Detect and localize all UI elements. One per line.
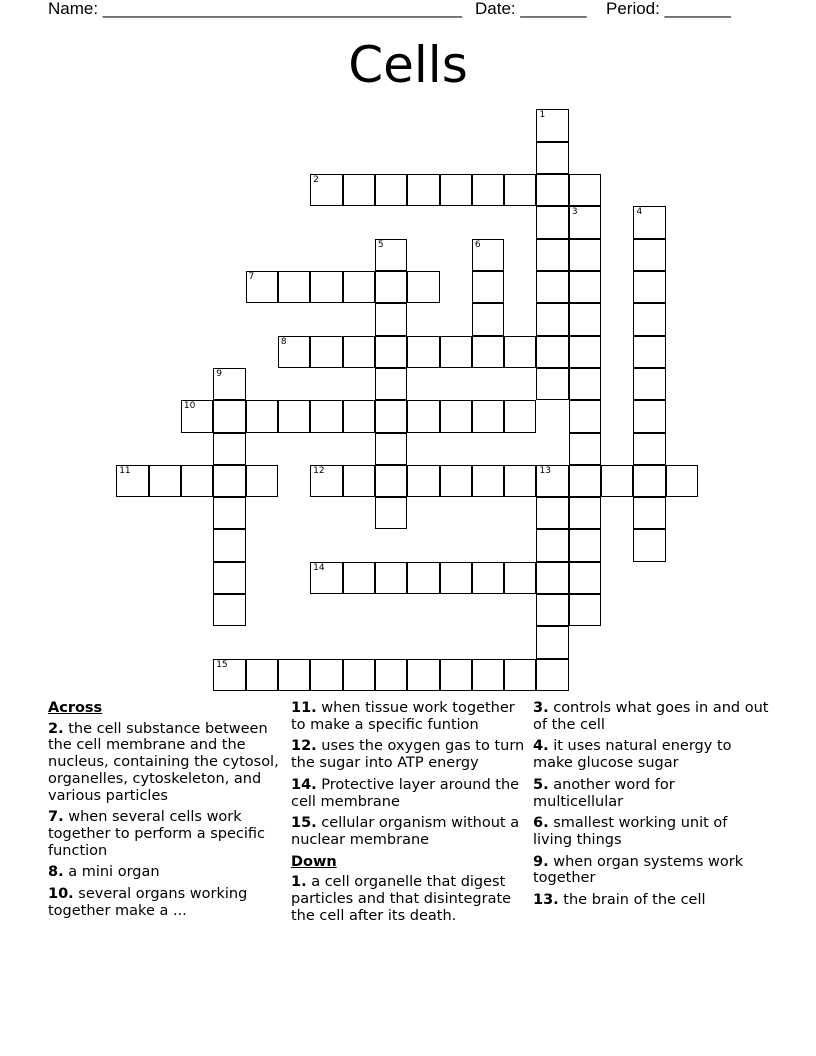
grid-cell[interactable] xyxy=(569,594,601,626)
grid-cell[interactable] xyxy=(213,368,245,400)
grid-cell[interactable] xyxy=(569,497,601,529)
clue-down-1: 1. a cell organelle that digest particles and that disintegrate the cell after its death. xyxy=(291,874,512,924)
grid-cell[interactable] xyxy=(407,400,439,432)
grid-cell[interactable] xyxy=(536,562,568,594)
clue-number: 11 xyxy=(119,465,131,476)
grid-cell[interactable] xyxy=(343,271,375,303)
grid-cell[interactable] xyxy=(407,271,439,303)
grid-cell[interactable] xyxy=(633,239,665,271)
grid-cell[interactable] xyxy=(440,659,472,691)
grid-cell[interactable] xyxy=(633,206,665,238)
grid-cell[interactable] xyxy=(407,659,439,691)
grid-cell[interactable] xyxy=(343,562,375,594)
grid-cell[interactable] xyxy=(440,400,472,432)
clue-number: 5 xyxy=(377,239,384,250)
clue-number: 15 xyxy=(216,659,228,670)
grid-cell[interactable] xyxy=(536,336,568,368)
grid-cell[interactable] xyxy=(246,400,278,432)
grid-cell[interactable] xyxy=(375,303,407,335)
grid-cell[interactable] xyxy=(472,659,504,691)
grid-cell[interactable] xyxy=(536,206,568,238)
grid-cell[interactable] xyxy=(633,465,665,497)
clue-down-13: 13. the brain of the cell xyxy=(533,892,706,909)
grid-cell[interactable] xyxy=(472,239,504,271)
grid-cell[interactable] xyxy=(536,594,568,626)
grid-cell[interactable] xyxy=(310,271,342,303)
grid-cell[interactable] xyxy=(536,465,568,497)
grid-cell[interactable] xyxy=(472,400,504,432)
grid-cell[interactable] xyxy=(343,400,375,432)
clue-number: 6 xyxy=(474,239,481,250)
grid-cell[interactable] xyxy=(472,271,504,303)
grid-cell[interactable] xyxy=(375,400,407,432)
grid-cell[interactable] xyxy=(375,239,407,271)
grid-cell[interactable] xyxy=(633,368,665,400)
grid-cell[interactable] xyxy=(472,174,504,206)
clue-across-8: 8. a mini organ xyxy=(48,864,160,881)
clue-number: 4 xyxy=(636,207,643,218)
clue-number: 10 xyxy=(183,401,196,412)
clue-across-10: 10. several organs working together make a ... xyxy=(48,886,248,919)
grid-cell[interactable] xyxy=(440,562,472,594)
grid-cell[interactable] xyxy=(278,400,310,432)
grid-cell[interactable] xyxy=(407,465,439,497)
grid-cell[interactable] xyxy=(472,303,504,335)
across-heading: Across xyxy=(48,700,103,716)
grid-cell[interactable] xyxy=(213,659,245,691)
grid-cell[interactable] xyxy=(375,336,407,368)
grid-cell[interactable] xyxy=(504,174,536,206)
grid-cell[interactable] xyxy=(310,465,342,497)
grid-cell[interactable] xyxy=(472,562,504,594)
clue-number: 3 xyxy=(571,207,578,218)
clues-column-3 xyxy=(533,700,769,914)
grid-cell[interactable] xyxy=(440,174,472,206)
grid-cell[interactable] xyxy=(569,368,601,400)
clue-across-7: 7. when several cells work together to perform a specific function xyxy=(48,809,265,859)
clue-number: 12 xyxy=(313,465,325,476)
grid-cell[interactable] xyxy=(569,303,601,335)
grid-cell[interactable] xyxy=(633,400,665,432)
grid-cell[interactable] xyxy=(536,109,568,141)
grid-cell[interactable] xyxy=(569,562,601,594)
grid-cell[interactable] xyxy=(278,336,310,368)
clues-column-2 xyxy=(291,700,527,929)
grid-cell[interactable] xyxy=(149,465,181,497)
grid-cell[interactable] xyxy=(278,659,310,691)
grid-cell[interactable] xyxy=(375,497,407,529)
grid-cell[interactable] xyxy=(407,336,439,368)
grid-cell[interactable] xyxy=(407,174,439,206)
grid-cell[interactable] xyxy=(569,239,601,271)
clue-down-3: 3. controls what goes in and out of the cell xyxy=(533,700,769,733)
grid-cell[interactable] xyxy=(343,659,375,691)
grid-cell[interactable] xyxy=(407,562,439,594)
clue-number: 1 xyxy=(539,110,546,121)
clue-across-11: 11. when tissue work together to make a specific funtion xyxy=(291,700,515,733)
grid-cell[interactable] xyxy=(633,303,665,335)
clue-number: 9 xyxy=(216,368,222,379)
down-heading: Down xyxy=(291,853,337,870)
grid-cell[interactable] xyxy=(504,336,536,368)
clue-down-6: 6. smallest working unit of living things xyxy=(533,815,728,848)
grid-cell[interactable] xyxy=(536,239,568,271)
grid-cell[interactable] xyxy=(504,465,536,497)
grid-cell[interactable] xyxy=(440,336,472,368)
grid-cell[interactable] xyxy=(601,465,633,497)
grid-cell[interactable] xyxy=(633,497,665,529)
grid-cell[interactable] xyxy=(375,465,407,497)
grid-cell[interactable] xyxy=(375,659,407,691)
grid-cell[interactable] xyxy=(536,659,568,691)
clue-across-15: 15. cellular organism without a nuclear membrane xyxy=(291,815,520,848)
grid-cell[interactable] xyxy=(569,336,601,368)
grid-cell[interactable] xyxy=(213,594,245,626)
grid-cell[interactable] xyxy=(536,271,568,303)
grid-cell[interactable] xyxy=(343,174,375,206)
clue-number: 13 xyxy=(539,465,551,476)
grid-cell[interactable] xyxy=(246,659,278,691)
grid-cell[interactable] xyxy=(536,368,568,400)
grid-cell[interactable] xyxy=(213,562,245,594)
grid-cell[interactable] xyxy=(536,497,568,529)
grid-cell[interactable] xyxy=(375,368,407,400)
grid-cell[interactable] xyxy=(536,303,568,335)
grid-cell[interactable] xyxy=(375,562,407,594)
clue-down-9: 9. when organ systems work together xyxy=(533,853,744,887)
clue-down-5: 5. another word for multicellular xyxy=(533,776,675,810)
grid-cell[interactable] xyxy=(116,465,148,497)
grid-cell[interactable] xyxy=(246,271,278,303)
clue-across-14: 14. Protective layer around the cell membrane xyxy=(291,776,520,810)
grid-cell[interactable] xyxy=(213,529,245,561)
grid-cell[interactable] xyxy=(213,400,245,432)
grid-cell[interactable] xyxy=(310,659,342,691)
grid-cell[interactable] xyxy=(375,433,407,465)
grid-cell[interactable] xyxy=(310,400,342,432)
grid-cell[interactable] xyxy=(213,497,245,529)
grid-cell[interactable] xyxy=(536,142,568,174)
grid-cell[interactable] xyxy=(536,626,568,658)
grid-cell[interactable] xyxy=(569,465,601,497)
grid-cell[interactable] xyxy=(343,336,375,368)
page-title: Cells xyxy=(348,36,468,94)
clue-down-4: 4. it uses natural energy to make glucose sugar xyxy=(533,738,732,772)
grid-cell[interactable] xyxy=(181,465,213,497)
grid-cell[interactable] xyxy=(375,174,407,206)
grid-cell[interactable] xyxy=(569,174,601,206)
period-field[interactable]: Period: _______ xyxy=(606,0,731,18)
grid-cell[interactable] xyxy=(472,336,504,368)
grid-cell[interactable] xyxy=(536,174,568,206)
grid-cell[interactable] xyxy=(504,659,536,691)
grid-cell[interactable] xyxy=(569,400,601,432)
grid-cell[interactable] xyxy=(504,562,536,594)
grid-cell[interactable] xyxy=(633,433,665,465)
name-field[interactable]: Name: ______________________________________ xyxy=(48,0,463,18)
grid-cell[interactable] xyxy=(569,529,601,561)
grid-cell[interactable] xyxy=(633,336,665,368)
grid-cell[interactable] xyxy=(343,465,375,497)
grid-cell[interactable] xyxy=(213,465,245,497)
grid-cell[interactable] xyxy=(310,562,342,594)
grid-cell[interactable] xyxy=(278,271,310,303)
grid-cell[interactable] xyxy=(666,465,698,497)
clue-across-2: 2. the cell substance between the cell membrane and the nucleus, containing the cytosol, organelles, cytoskeleton, and various particles xyxy=(48,720,279,804)
grid-cell[interactable] xyxy=(181,400,213,432)
grid-cell[interactable] xyxy=(504,400,536,432)
grid-cell[interactable] xyxy=(536,529,568,561)
clues-column-1 xyxy=(48,700,284,924)
grid-cell[interactable] xyxy=(310,174,342,206)
grid-cell[interactable] xyxy=(633,529,665,561)
clue-number: 7 xyxy=(248,271,255,282)
clue-number: 2 xyxy=(313,174,319,185)
clue-number: 14 xyxy=(313,562,325,573)
grid-cell[interactable] xyxy=(569,433,601,465)
date-field[interactable]: Date: _______ xyxy=(475,0,587,18)
grid-cell[interactable] xyxy=(569,206,601,238)
clue-across-12: 12. uses the oxygen gas to turn the sugar into ATP energy xyxy=(291,738,525,772)
grid-cell[interactable] xyxy=(310,336,342,368)
clue-number: 8 xyxy=(280,336,287,347)
grid-cell[interactable] xyxy=(633,271,665,303)
grid-cell[interactable] xyxy=(472,465,504,497)
grid-cell[interactable] xyxy=(569,271,601,303)
grid-cell[interactable] xyxy=(246,465,278,497)
grid-cell[interactable] xyxy=(375,271,407,303)
grid-cell[interactable] xyxy=(440,465,472,497)
grid-cell[interactable] xyxy=(213,433,245,465)
